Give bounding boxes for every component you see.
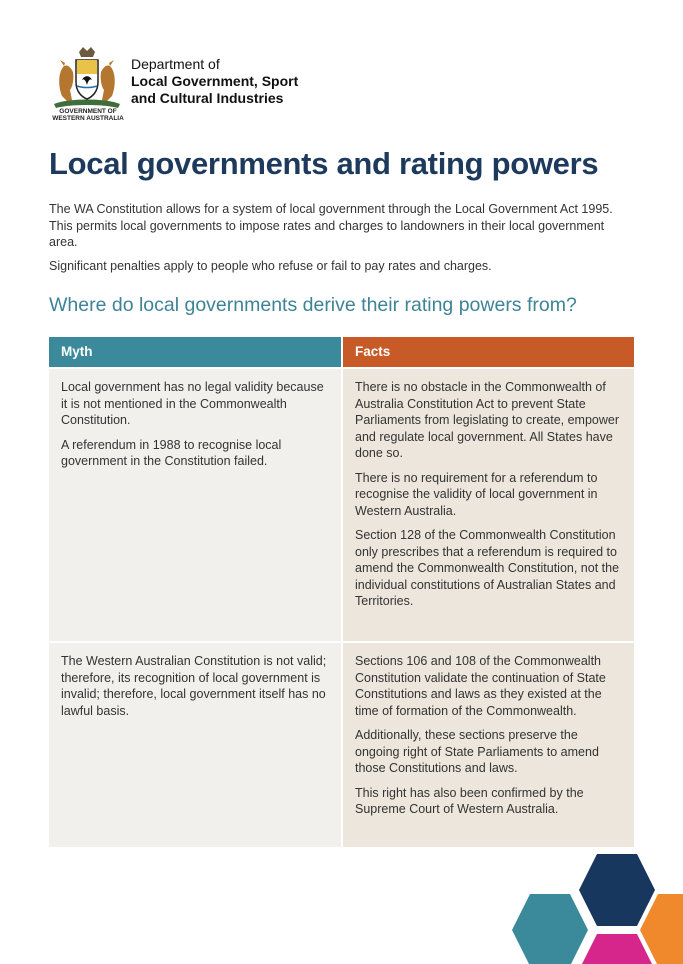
table-row	[49, 643, 634, 847]
myth-column-header: Myth	[49, 337, 341, 367]
facts-paragraph: Section 128 of the Commonwealth Constitution only prescribes that a referendum is required to amend the Commonwealth Constitution, not the individual constitutions of Australian States and Territories.	[355, 528, 620, 608]
department-name-line1: Department of	[131, 56, 220, 72]
myth-facts-table	[49, 337, 634, 847]
intro	[49, 201, 629, 281]
intro-paragraph: The WA Constitution allows for a system of local government through the Local Government Act 1995. This permits local governments to impose rates and charges to landowners in their local government area.	[49, 202, 613, 249]
facts-paragraph: Sections 106 and 108 of the Commonwealth Constitution validate the continuation of State Constitutions and laws as they existed at the time of formation of the Commonwealth.	[355, 654, 606, 718]
facts-cell	[343, 643, 634, 847]
table-header-row	[49, 337, 634, 367]
facts-paragraph: Additionally, these sections preserve the ongoing right of State Parliaments to amend those Constitutions and laws.	[355, 728, 599, 775]
department-name	[131, 56, 298, 107]
myth-paragraph: A referendum in 1988 to recognise local government in the Constitution failed.	[61, 437, 282, 468]
intro-paragraph: Significant penalties apply to people who refuse or fail to pay rates and charges.	[49, 258, 492, 273]
myth-paragraph: Local government has no legal validity because it is not mentioned in the Commonwealth Constitution.	[61, 380, 324, 427]
crest-caption-line1: GOVERNMENT OF	[59, 108, 117, 115]
myth-cell	[49, 643, 341, 847]
decorative-hexagons	[500, 850, 683, 964]
table-row	[49, 369, 634, 641]
myth-cell	[49, 369, 341, 641]
department-name-line2: Local Government, Sport	[131, 73, 299, 89]
facts-paragraph: This right has also been confirmed by the Supreme Court of Western Australia.	[355, 785, 584, 816]
page-title: Local governments and rating powers	[49, 146, 599, 181]
crest-caption-line2: WESTERN AUSTRALIA	[52, 115, 124, 122]
teal-hexagon	[512, 894, 588, 964]
myth-paragraph: The Western Australian Constitution is not valid; therefore, its recognition of local government is invalid; therefore, local government itself has no lawful basis.	[61, 654, 327, 718]
magenta-hexagon	[579, 934, 655, 964]
facts-column-header: Facts	[343, 337, 634, 367]
header	[46, 44, 346, 126]
wa-coat-of-arms-logo	[46, 44, 128, 116]
facts-paragraph: There is no requirement for a referendum to recognise the validity of local government in Western Australia.	[355, 470, 598, 518]
department-name-line3: and Cultural Industries	[131, 90, 284, 106]
facts-cell	[343, 369, 634, 641]
facts-paragraph: There is no obstacle in the Commonwealth of Australia Constitution Act to prevent State Parliaments from legislating to create, empower and regulate local government. All States have done so.	[355, 380, 620, 460]
crest-caption	[46, 108, 130, 122]
navy-hexagon	[579, 854, 655, 926]
section-heading: Where do local governments derive their rating powers from?	[49, 294, 577, 316]
